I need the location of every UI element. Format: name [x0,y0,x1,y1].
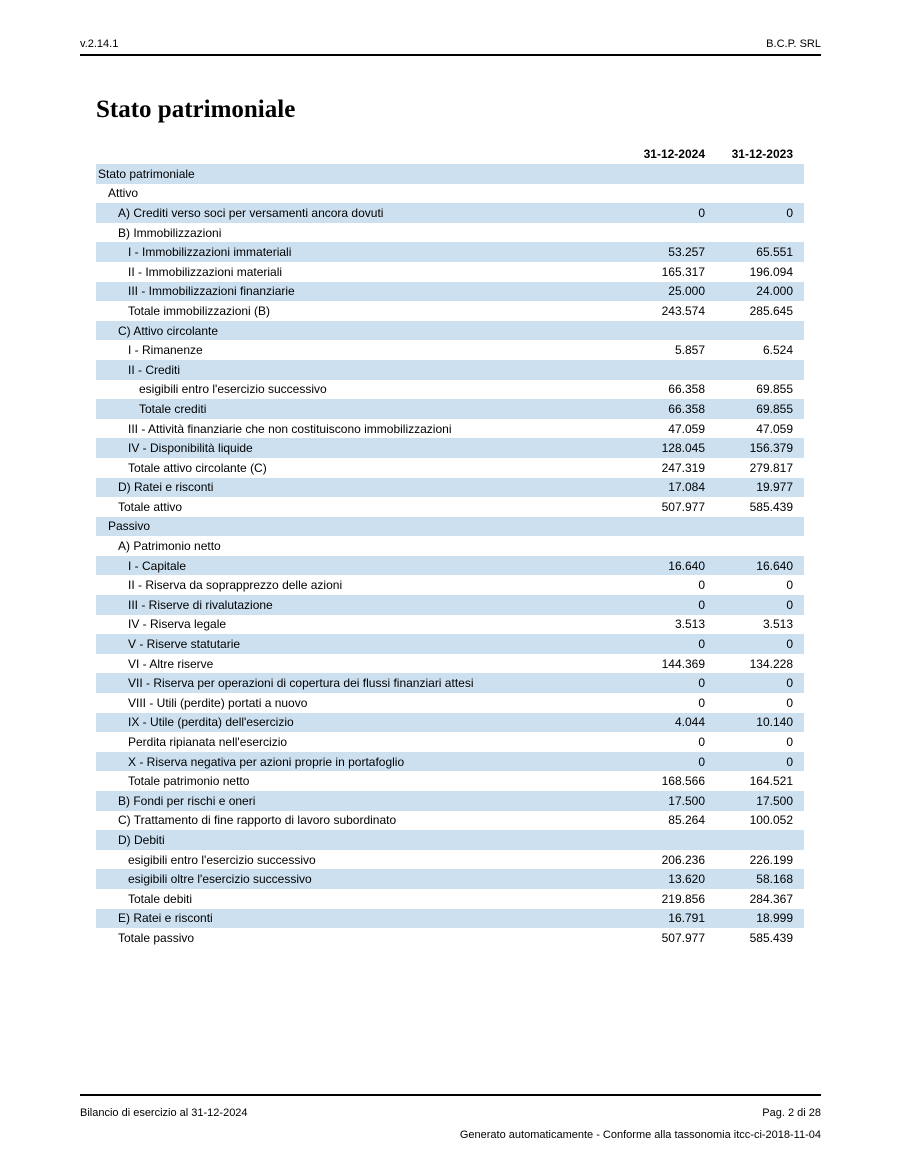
company-name: B.C.P. SRL [766,38,821,50]
table-row [96,556,804,576]
value-2023 [716,830,804,850]
table-header-row [96,144,804,164]
row-label: Totale debiti [96,889,628,909]
table-row [96,399,804,419]
table-row [96,282,804,302]
row-label: VII - Riserva per operazioni di copertura dei flussi finanziari attesi [96,673,628,693]
value-2023 [716,536,804,556]
row-label: Stato patrimoniale [96,164,628,184]
value-2024: 4.044 [628,713,716,733]
value-2024: 0 [628,693,716,713]
row-label: IV - Riserva legale [96,615,628,635]
value-2024: 507.977 [628,497,716,517]
value-2023: 0 [716,673,804,693]
row-label: esigibili entro l'esercizio successivo [96,380,628,400]
table-row [96,791,804,811]
footer-generation-note: Generato automaticamente - Conforme alla tassonomia itcc-ci-2018-11-04 [459,1129,821,1141]
value-2023: 156.379 [716,438,804,458]
value-2024 [628,321,716,341]
value-2023 [716,360,804,380]
row-label: C) Trattamento di fine rapporto di lavoro subordinato [96,811,628,831]
page-footer [80,1094,821,1156]
value-2023: 585.439 [716,928,804,948]
table-row [96,732,804,752]
value-2024: 5.857 [628,340,716,360]
table-row [96,771,804,791]
table-row [96,869,804,889]
value-2024: 206.236 [628,850,716,870]
value-2024 [628,184,716,204]
row-label: X - Riserva negativa per azioni proprie in portafoglio [96,752,628,772]
row-label: I - Immobilizzazioni immateriali [96,242,628,262]
value-2023: 285.645 [716,301,804,321]
row-label: IV - Disponibilità liquide [96,438,628,458]
value-2023: 0 [716,732,804,752]
table-row [96,458,804,478]
value-2023: 6.524 [716,340,804,360]
value-2024: 0 [628,732,716,752]
row-label: A) Crediti verso soci per versamenti ancora dovuti [96,203,628,223]
table-row [96,242,804,262]
table-row [96,752,804,772]
value-2024: 0 [628,595,716,615]
value-2024 [628,517,716,537]
row-label: III - Attività finanziarie che non costituiscono immobilizzazioni [96,419,628,439]
balance-sheet-table [96,144,804,948]
value-2023: 24.000 [716,282,804,302]
value-2024 [628,164,716,184]
row-label: Totale passivo [96,928,628,948]
value-2023: 58.168 [716,869,804,889]
value-2023: 16.640 [716,556,804,576]
value-2023: 0 [716,693,804,713]
row-label: A) Patrimonio netto [96,536,628,556]
row-label: VIII - Utili (perdite) portati a nuovo [96,693,628,713]
value-2023: 10.140 [716,713,804,733]
value-2023: 134.228 [716,654,804,674]
table-row [96,536,804,556]
table-row [96,203,804,223]
table-row [96,497,804,517]
row-label: Totale attivo circolante (C) [96,458,628,478]
column-header-2023: 31-12-2023 [731,147,793,161]
table-row [96,595,804,615]
value-2024: 13.620 [628,869,716,889]
value-2023: 3.513 [716,615,804,635]
value-2024: 3.513 [628,615,716,635]
value-2024: 219.856 [628,889,716,909]
value-2023: 226.199 [716,850,804,870]
table-row [96,517,804,537]
value-2024: 0 [628,634,716,654]
value-2024: 66.358 [628,380,716,400]
value-2023: 0 [716,634,804,654]
table-row [96,615,804,635]
value-2023: 284.367 [716,889,804,909]
table-row [96,380,804,400]
value-2024: 128.045 [628,438,716,458]
table-row [96,184,804,204]
value-2023: 0 [716,595,804,615]
value-2024: 16.640 [628,556,716,576]
value-2024 [628,223,716,243]
table-row [96,438,804,458]
value-2023: 17.500 [716,791,804,811]
table-row [96,811,804,831]
value-2023: 18.999 [716,909,804,929]
row-label: D) Debiti [96,830,628,850]
table-row [96,164,804,184]
table-row [96,575,804,595]
page-header [80,38,821,56]
value-2024: 16.791 [628,909,716,929]
table-row [96,673,804,693]
row-label: esigibili oltre l'esercizio successivo [96,869,628,889]
value-2024: 0 [628,752,716,772]
table-row [96,830,804,850]
value-2024: 507.977 [628,928,716,948]
value-2023 [716,164,804,184]
row-label: D) Ratei e risconti [96,478,628,498]
value-2024: 17.084 [628,478,716,498]
value-2024: 0 [628,575,716,595]
value-2024: 168.566 [628,771,716,791]
table-row [96,850,804,870]
table-row [96,223,804,243]
value-2023: 65.551 [716,242,804,262]
value-2024: 243.574 [628,301,716,321]
row-label: VI - Altre riserve [96,654,628,674]
row-label: B) Immobilizzazioni [96,223,628,243]
table-row [96,693,804,713]
row-label: I - Capitale [96,556,628,576]
value-2023 [716,223,804,243]
table-row [96,928,804,948]
row-label: esigibili entro l'esercizio successivo [96,850,628,870]
page-title: Stato patrimoniale [96,96,296,123]
value-2023 [716,184,804,204]
table-row [96,634,804,654]
row-label: II - Immobilizzazioni materiali [96,262,628,282]
row-label: II - Riserva da soprapprezzo delle azioni [96,575,628,595]
row-label: Attivo [96,184,628,204]
value-2024: 165.317 [628,262,716,282]
table-row [96,478,804,498]
value-2024: 25.000 [628,282,716,302]
page-number: Pag. 2 di 28 [762,1107,821,1119]
value-2023: 0 [716,203,804,223]
table-row [96,301,804,321]
row-label: V - Riserve statutarie [96,634,628,654]
row-label: II - Crediti [96,360,628,380]
table-row [96,340,804,360]
row-label: IX - Utile (perdita) dell'esercizio [96,713,628,733]
value-2023: 196.094 [716,262,804,282]
table-row [96,321,804,341]
value-2023: 0 [716,752,804,772]
row-label: III - Riserve di rivalutazione [96,595,628,615]
value-2024: 0 [628,203,716,223]
column-header-2024: 31-12-2024 [643,147,705,161]
value-2023: 585.439 [716,497,804,517]
version-label: v.2.14.1 [80,38,119,50]
table-row [96,889,804,909]
table-row [96,360,804,380]
value-2023: 47.059 [716,419,804,439]
value-2024 [628,360,716,380]
value-2023: 69.855 [716,399,804,419]
footer-document-title: Bilancio di esercizio al 31-12-2024 [80,1107,248,1119]
row-label: B) Fondi per rischi e oneri [96,791,628,811]
row-label: Passivo [96,517,628,537]
row-label: Totale immobilizzazioni (B) [96,301,628,321]
value-2024: 17.500 [628,791,716,811]
value-2023: 69.855 [716,380,804,400]
value-2024: 47.059 [628,419,716,439]
value-2023 [716,321,804,341]
label-column-header [96,144,628,164]
value-2024: 247.319 [628,458,716,478]
row-label: III - Immobilizzazioni finanziarie [96,282,628,302]
value-2024: 0 [628,673,716,693]
row-label: E) Ratei e risconti [96,909,628,929]
row-label: Totale attivo [96,497,628,517]
row-label: Perdita ripianata nell'esercizio [96,732,628,752]
balance-sheet-body [96,164,804,948]
value-2024: 85.264 [628,811,716,831]
value-2023 [716,517,804,537]
row-label: Totale crediti [96,399,628,419]
table-row [96,654,804,674]
table-row [96,419,804,439]
value-2024: 66.358 [628,399,716,419]
value-2024 [628,830,716,850]
row-label: Totale patrimonio netto [96,771,628,791]
value-2024 [628,536,716,556]
value-2023: 164.521 [716,771,804,791]
value-2023: 279.817 [716,458,804,478]
row-label: C) Attivo circolante [96,321,628,341]
table-row [96,713,804,733]
row-label: I - Rimanenze [96,340,628,360]
table-row [96,909,804,929]
value-2024: 144.369 [628,654,716,674]
table-row [96,262,804,282]
value-2023: 0 [716,575,804,595]
value-2023: 100.052 [716,811,804,831]
value-2024: 53.257 [628,242,716,262]
value-2023: 19.977 [716,478,804,498]
